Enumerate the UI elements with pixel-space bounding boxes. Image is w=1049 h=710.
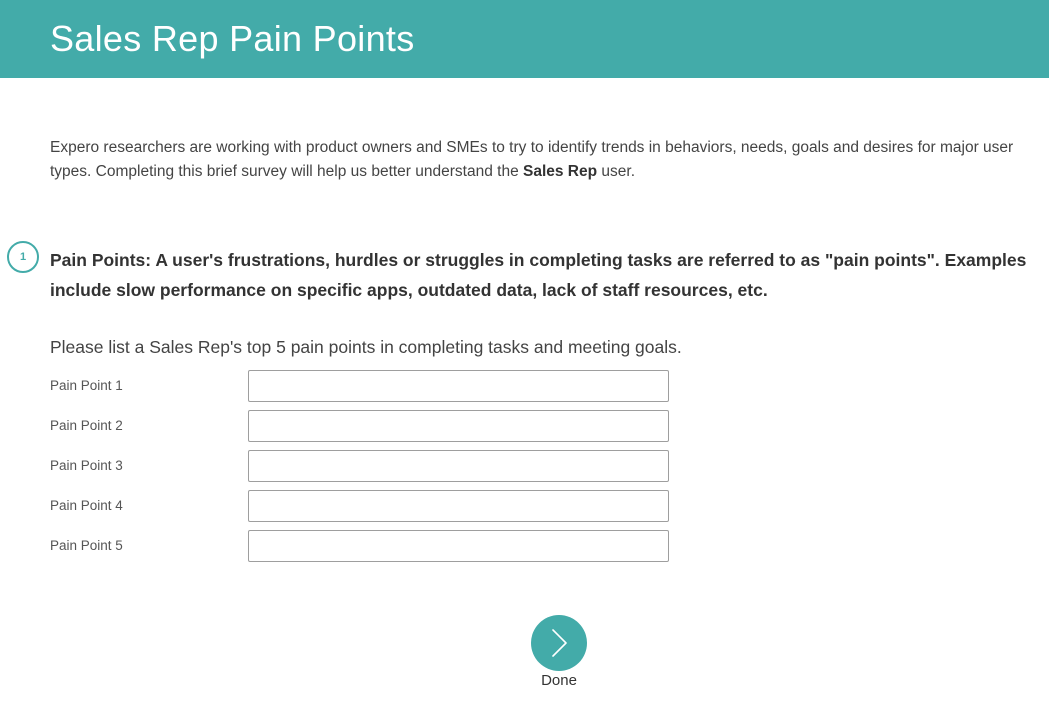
pain-point-row bbox=[50, 410, 670, 442]
pain-point-row bbox=[50, 490, 670, 522]
page-header bbox=[0, 0, 1049, 78]
pain-point-row bbox=[50, 450, 670, 482]
intro-bold-role: Sales Rep bbox=[523, 163, 598, 180]
question-number-badge: 1 bbox=[7, 241, 39, 273]
intro-text-after: user. bbox=[597, 163, 636, 180]
pain-point-label: Pain Point 2 bbox=[50, 418, 123, 433]
done-button[interactable] bbox=[531, 615, 587, 671]
pain-point-label: Pain Point 1 bbox=[50, 378, 123, 393]
intro-text-before: Expero researchers are working with product owners and SMEs to try to identify trends in behaviors, needs, goals and desires for major user types. Completing this brief survey will help us better understand the bbox=[50, 139, 1014, 180]
pain-point-row bbox=[50, 370, 670, 402]
pain-point-label: Pain Point 3 bbox=[50, 458, 123, 473]
done-label: Done bbox=[541, 672, 577, 689]
pain-point-label: Pain Point 4 bbox=[50, 498, 123, 513]
pain-point-1-input[interactable] bbox=[248, 370, 669, 402]
pain-point-4-input[interactable] bbox=[248, 490, 669, 522]
page-title: Sales Rep Pain Points bbox=[50, 18, 415, 59]
pain-point-2-input[interactable] bbox=[248, 410, 669, 442]
pain-point-5-input[interactable] bbox=[248, 530, 669, 562]
pain-point-3-input[interactable] bbox=[248, 450, 669, 482]
intro-text bbox=[50, 136, 1035, 184]
chevron-right-icon bbox=[531, 615, 587, 671]
question-title: Pain Points: A user's frustrations, hurdles or struggles in completing tasks are referred to as "pain points". Examples include slow performance on specific apps, outdated data, lack of staff resources, etc. bbox=[50, 250, 1027, 300]
pain-point-label: Pain Point 5 bbox=[50, 538, 123, 553]
question-instruction: Please list a Sales Rep's top 5 pain points in completing tasks and meeting goals. bbox=[50, 337, 682, 357]
pain-point-row bbox=[50, 530, 670, 562]
